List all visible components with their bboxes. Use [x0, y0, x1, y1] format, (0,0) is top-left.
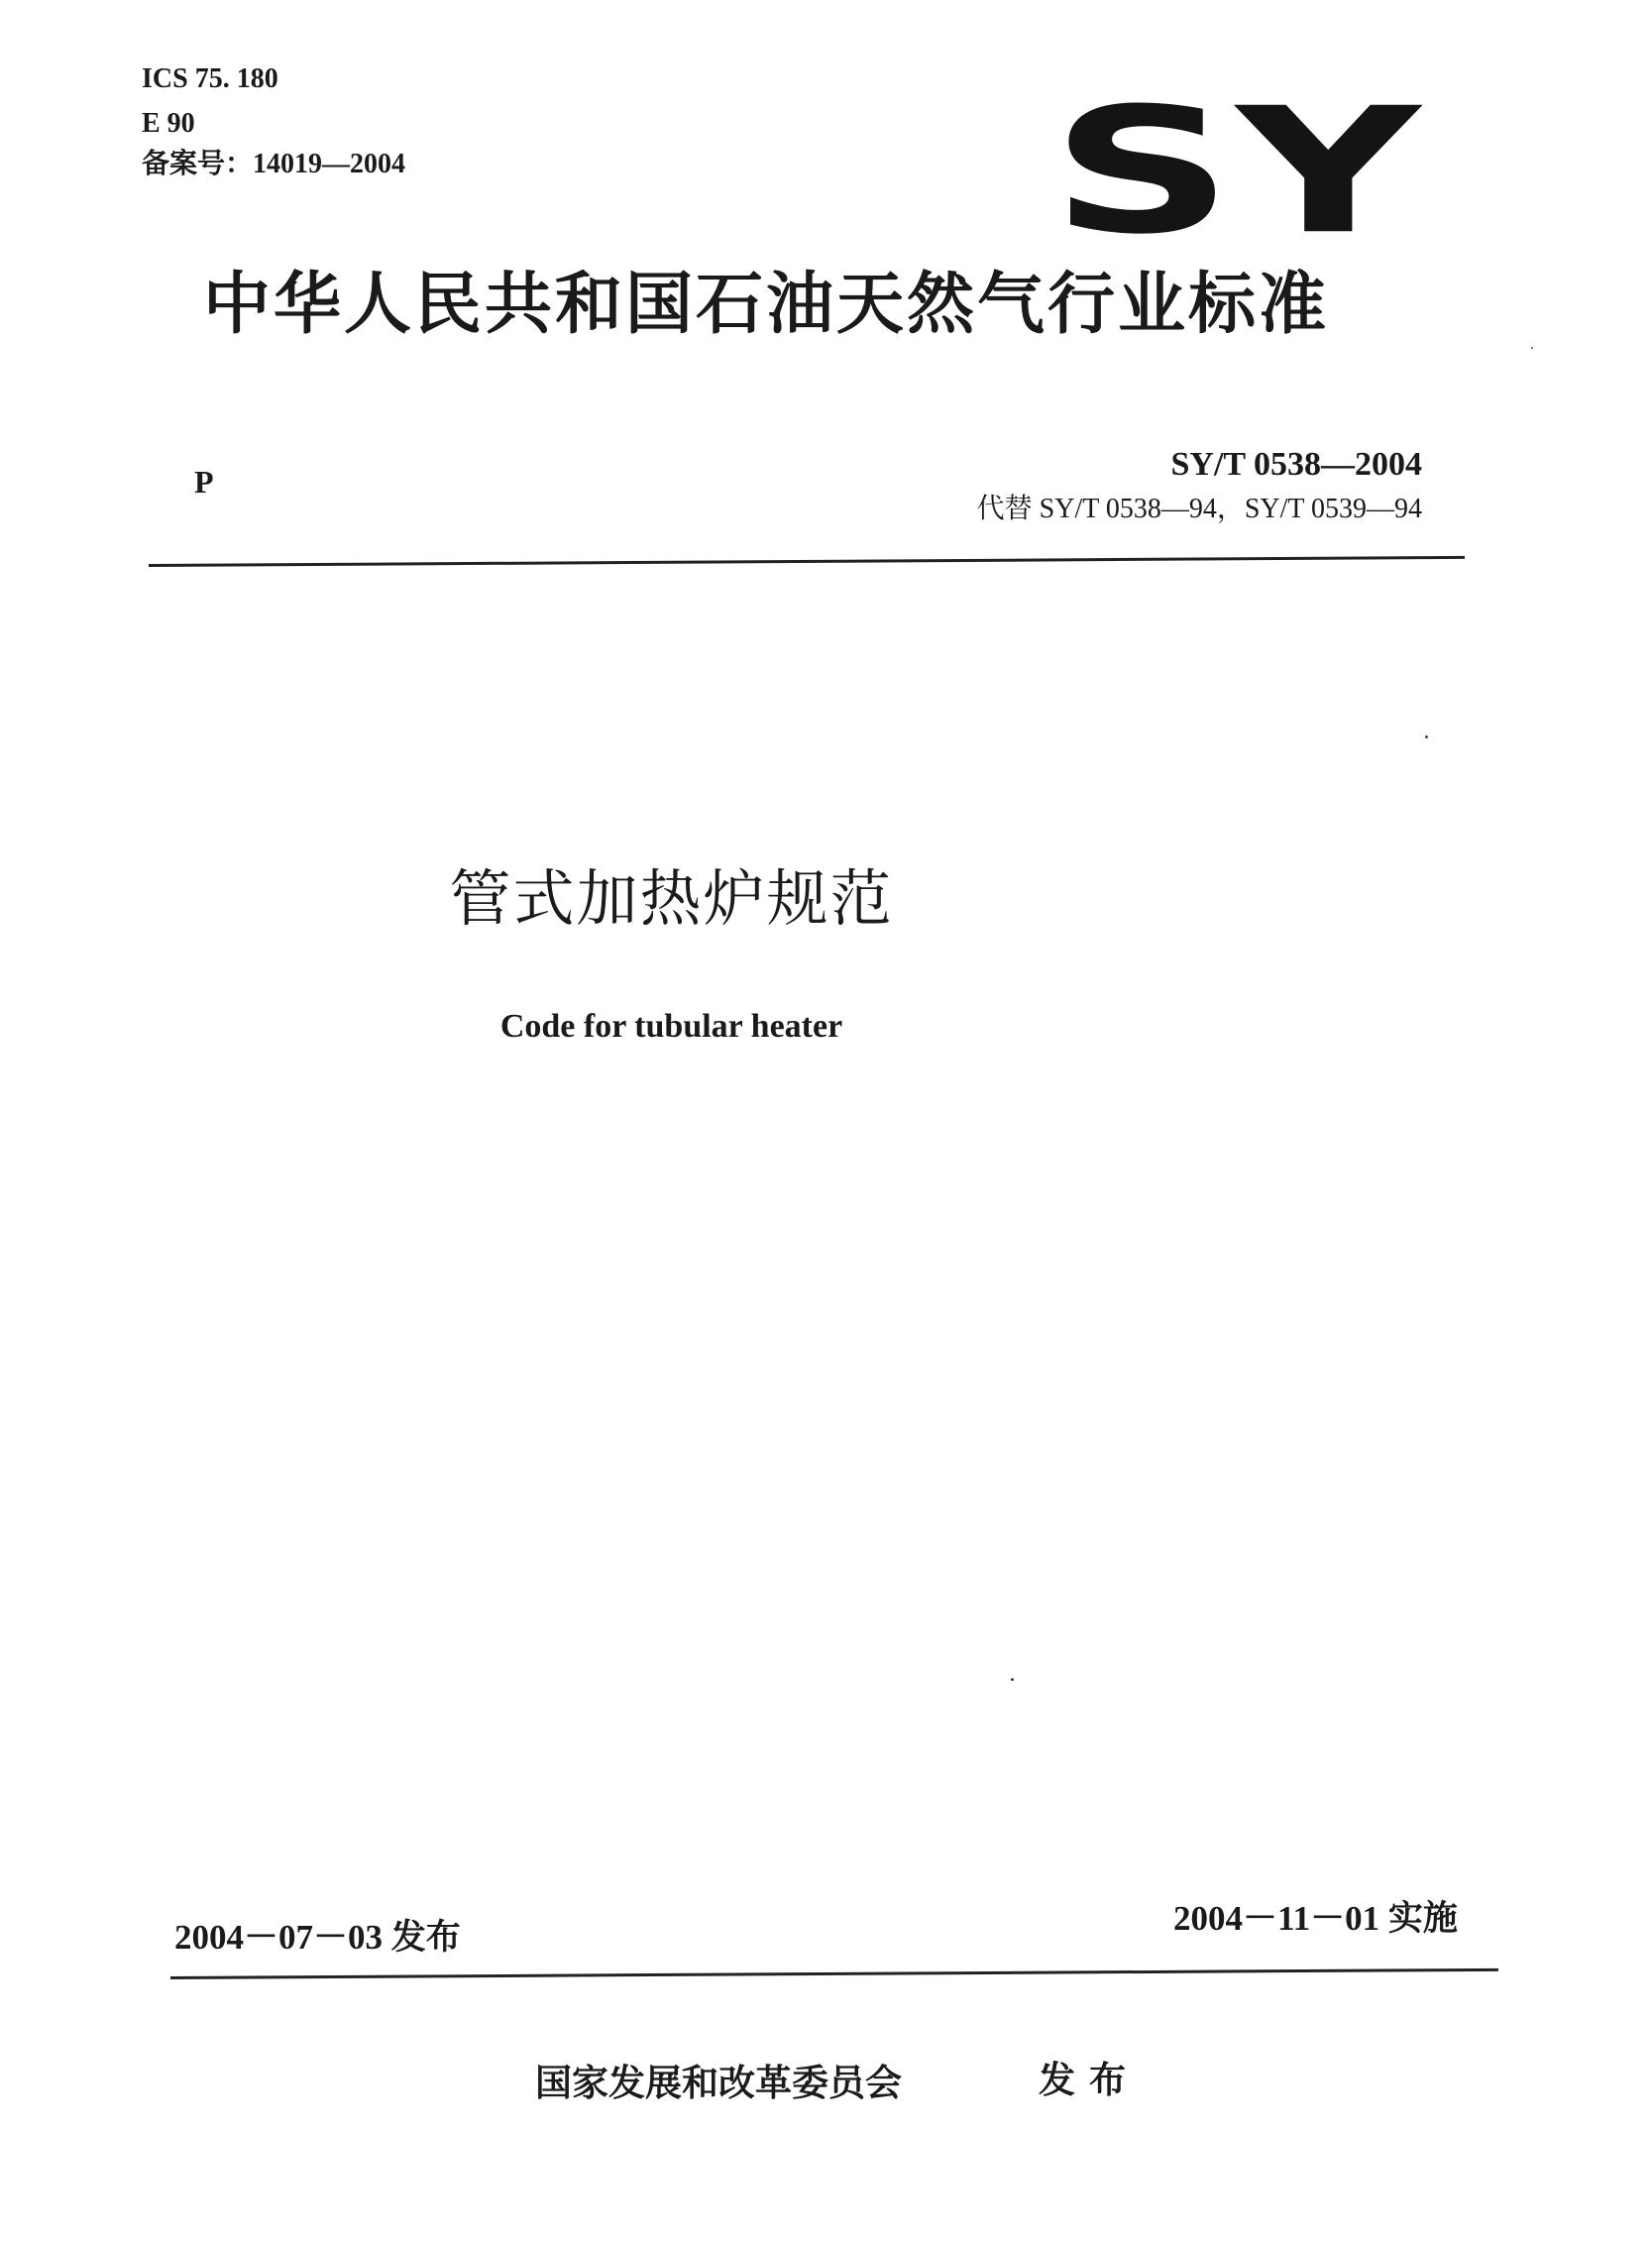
document-title-english: Code for tubular heater: [499, 1008, 843, 1045]
ics-code: ICS 75. 180: [142, 63, 278, 94]
sy-logo: SY: [1050, 70, 1423, 273]
scan-speck: [1425, 735, 1428, 738]
bottom-divider: [170, 1968, 1498, 1979]
scan-speck: [1011, 1678, 1014, 1681]
organization-title: 中华人民共和国石油天然气行业标准: [203, 266, 1330, 344]
category-letter: P: [194, 464, 214, 500]
publisher-name: 国家发展和改革委员会: [535, 2062, 902, 2104]
document-title-chinese: 管式加热炉规范: [449, 862, 894, 935]
effective-date: 2004－11－01 实施: [1173, 1899, 1458, 1938]
issue-date: 2004－07－03 发布: [174, 1918, 461, 1957]
publish-label: 发布: [1039, 2059, 1140, 2101]
standard-number: SY/T 0538—2004: [1170, 446, 1422, 483]
replaces-note: 代替 SY/T 0538—94，SY/T 0539—94: [976, 494, 1422, 524]
record-number: 备案号：14019—2004: [142, 149, 406, 179]
classification-code: E 90: [142, 108, 195, 139]
top-divider: [149, 556, 1465, 567]
scan-speck: [1531, 347, 1533, 349]
